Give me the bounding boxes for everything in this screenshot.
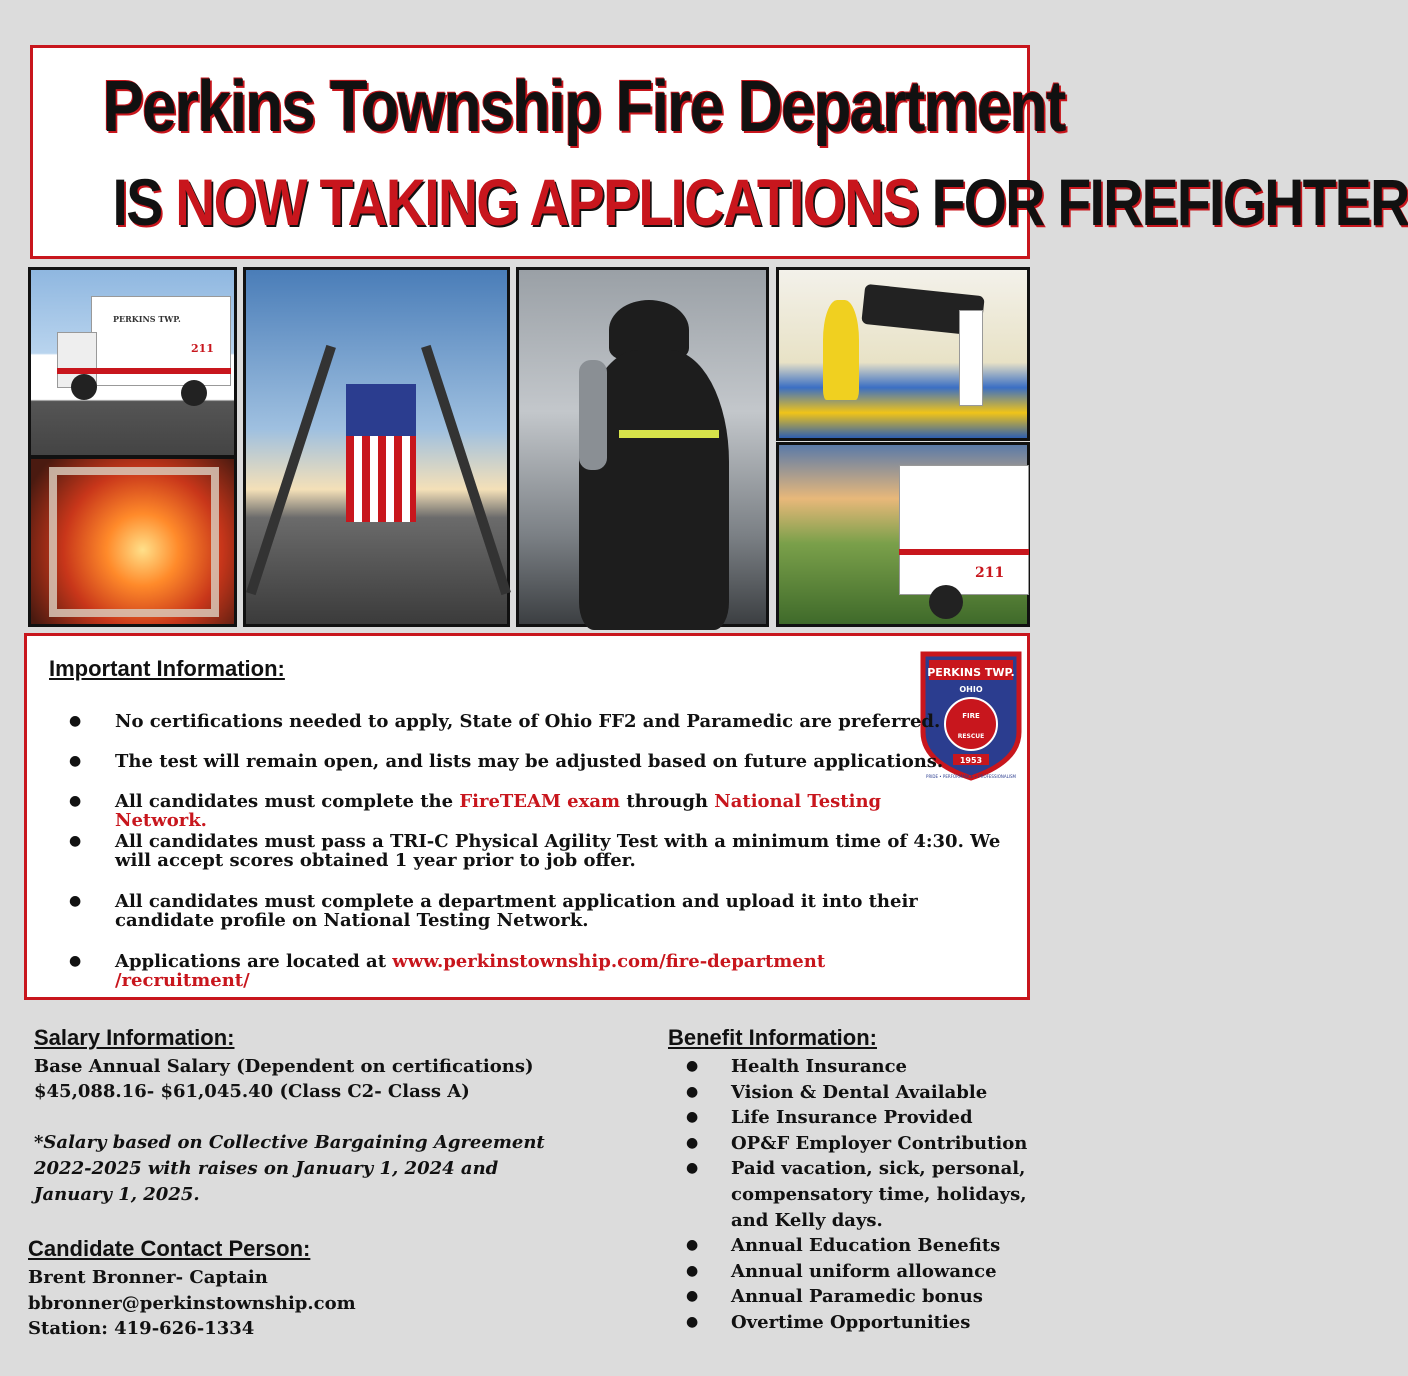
wheel-icon xyxy=(71,374,97,400)
salary-note-2: 2022-2025 with raises on January 1, 2024 and xyxy=(34,1158,499,1179)
headline-title: Perkins Township Fire Department xyxy=(102,67,1065,147)
badge-fire: FIRE xyxy=(962,712,980,720)
badge-state: OHIO xyxy=(959,685,983,694)
benefit-item-continued: compensatory time, holidays, xyxy=(731,1183,1027,1205)
info-bullet-agility-test: ● All candidates must pass a TRI-C Physical Agility Test with a minimum time of 4:30. We will accept scores obtained 1 year prior to job offer. xyxy=(63,832,1003,870)
benefit-item: ● Annual Education Benefits xyxy=(682,1233,1027,1259)
benefit-item: ● Annual uniform allowance xyxy=(682,1259,1027,1285)
info-bullet-fireteam xyxy=(63,792,963,830)
benefit-item: ● Vision & Dental Available xyxy=(682,1080,1027,1106)
badge-top: PERKINS TWP. xyxy=(927,666,1015,679)
benefit-item: ● Paid vacation, sick, personal, xyxy=(682,1156,1027,1182)
recruitment-url-link[interactable]: www.perkinstownship.com/fire-department /recruitment/ xyxy=(115,951,826,991)
headline-now-taking: NOW TAKING APPLICATIONS xyxy=(175,165,918,239)
ambulance2-box xyxy=(899,465,1029,595)
benefit-item: ● Health Insurance xyxy=(682,1054,1027,1080)
info-bullet-test-open: ● The test will remain open, and lists may be adjusted based on future applications. xyxy=(63,752,963,771)
photo-ladder-flag xyxy=(243,267,510,627)
reflective-stripe xyxy=(619,430,719,438)
important-info-box xyxy=(24,633,1030,1000)
badge-year: 1953 xyxy=(959,756,983,765)
mascot-figure xyxy=(823,300,859,400)
wheel-icon xyxy=(181,380,207,406)
photo-house-fire xyxy=(28,456,237,627)
badge-motto: PRIDE • PERFORMANCE • PROFESSIONALISM xyxy=(926,774,1016,779)
benefit-item: ● Annual Paramedic bonus xyxy=(682,1284,1027,1310)
fireteam-text-c: through xyxy=(620,791,715,812)
national-testing-network-link[interactable]: National Testing Network. xyxy=(115,791,882,831)
benefits-list xyxy=(682,1054,1027,1336)
photo-ambulance-sunset xyxy=(776,442,1030,627)
photo-ambulance xyxy=(28,267,237,458)
important-info-title: Important Information: xyxy=(49,656,285,681)
headline-is: IS xyxy=(112,165,176,239)
air-tank xyxy=(579,360,607,470)
contact-phone: Station: 419-626-1334 xyxy=(28,1318,255,1339)
badge-rescue: RESCUE xyxy=(957,733,985,740)
salary-note-3: January 1, 2025. xyxy=(34,1184,200,1205)
photo-firefighter xyxy=(516,267,769,627)
salary-title: Salary Information: xyxy=(34,1025,235,1050)
ambulance2-stripe xyxy=(899,549,1029,555)
fireteam-text-a: All candidates must complete the xyxy=(115,791,460,812)
ladder-left xyxy=(246,345,336,595)
salary-range: $45,088.16- $61,045.40 (Class C2- Class A) xyxy=(34,1081,470,1102)
instructor-figure xyxy=(959,310,983,406)
burning-window-frame xyxy=(49,467,219,617)
benefit-item-continued: and Kelly days. xyxy=(731,1209,883,1231)
headline-firefighter: FOR FIREFIGHTER xyxy=(917,165,1408,239)
benefits-title: Benefit Information: xyxy=(668,1025,877,1050)
info-bullet-applications-location xyxy=(63,952,963,990)
ambulance-label: PERKINS TWP. xyxy=(113,314,181,324)
salary-base: Base Annual Salary (Dependent on certifications) xyxy=(34,1056,534,1077)
contact-email[interactable]: bbronner@perkinstownship.com xyxy=(28,1293,356,1314)
salary-note-1: *Salary based on Collective Bargaining Agreement xyxy=(34,1132,545,1153)
fireteam-exam-link[interactable]: FireTEAM exam xyxy=(459,791,621,812)
contact-title: Candidate Contact Person: xyxy=(28,1236,311,1261)
ambulance2-number: 211 xyxy=(975,565,1005,581)
ladder-right xyxy=(421,345,511,595)
benefit-item: ● OP&F Employer Contribution xyxy=(682,1131,1027,1157)
applications-text: Applications are located at xyxy=(115,951,393,972)
info-bullet-certifications: ● No certifications needed to apply, State of Ohio FF2 and Paramedic are preferred. xyxy=(63,712,963,731)
header-banner xyxy=(30,45,1408,259)
benefit-item: ● Life Insurance Provided xyxy=(682,1105,1027,1131)
ambulance-number: 211 xyxy=(191,342,214,355)
headline-subtitle xyxy=(112,164,1408,240)
info-bullet-application: ● All candidates must complete a department application and upload it into their candidate profile on National Testing Network. xyxy=(63,892,963,930)
photo-mascot-demo xyxy=(776,267,1030,441)
benefit-item: ● Overtime Opportunities xyxy=(682,1310,1027,1336)
wheel-icon xyxy=(929,585,963,619)
flag-canton xyxy=(346,384,416,436)
contact-name: Brent Bronner- Captain xyxy=(28,1267,268,1288)
